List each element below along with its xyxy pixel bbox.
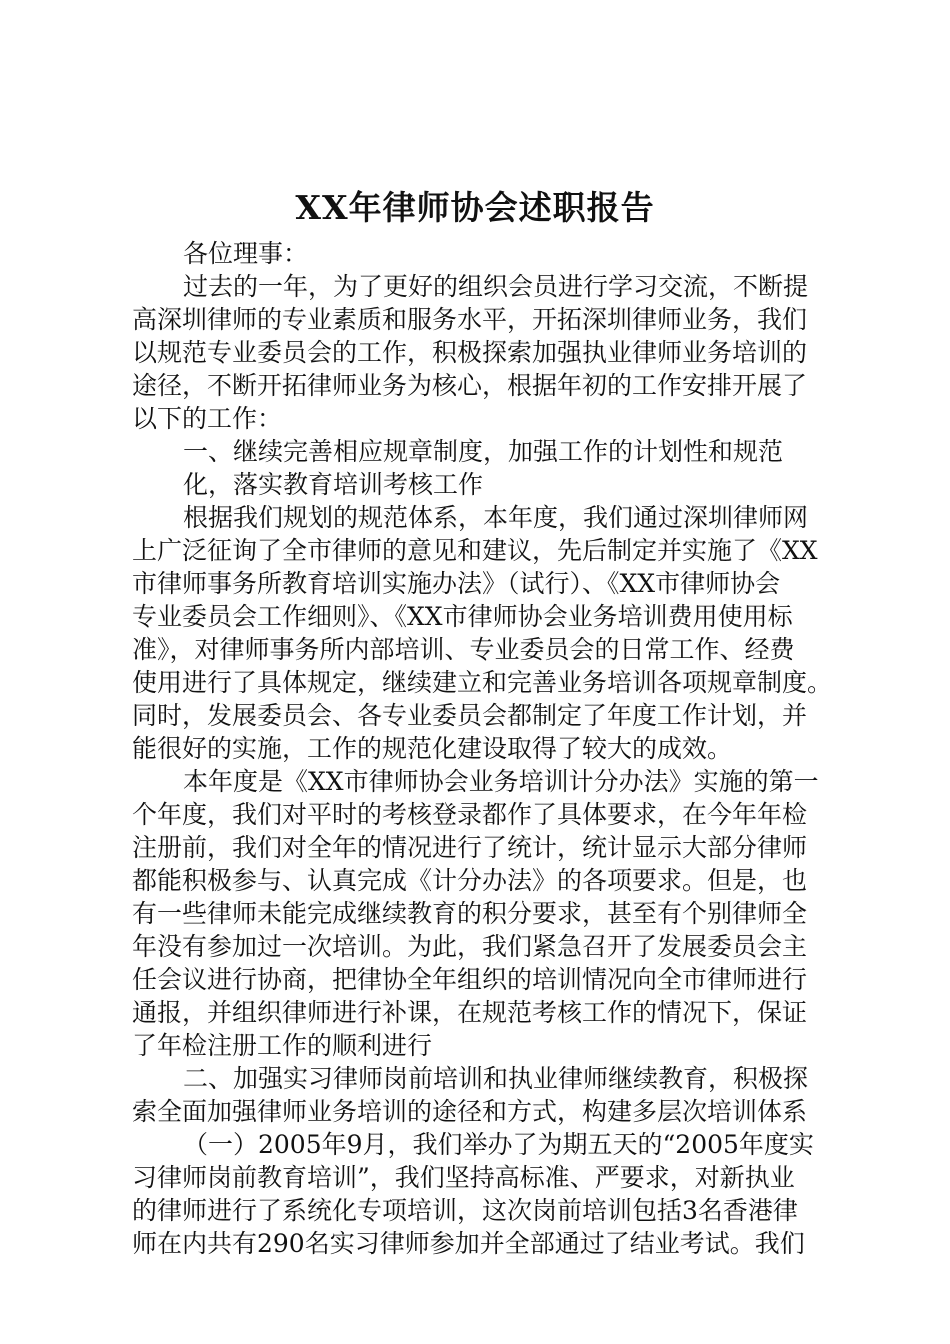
paragraph-line: 能很好的实施，工作的规范化建设取得了较大的成效。 (132, 734, 733, 763)
paragraph-line: 习律师岗前教育培训”，我们坚持高标准、严要求，对新执业 (132, 1163, 795, 1192)
paragraph-line: 使用进行了具体规定，继续建立和完善业务培训各项规章制度。 (132, 668, 833, 697)
paragraph-line: 个年度，我们对平时的考核登录都作了具体要求，在今年年检 (132, 800, 808, 829)
paragraph-line: 都能积极参与、认真完成《计分办法》的各项要求。但是，也 (132, 866, 808, 895)
paragraph-line: 年没有参加过一次培训。为此，我们紧急召开了发展委员会主 (132, 932, 808, 961)
salutation: 各位理事： (183, 239, 309, 268)
paragraph-line: 同时，发展委员会、各专业委员会都制定了年度工作计划，并 (132, 701, 808, 730)
paragraph-line: 通报，并组织律师进行补课，在规范考核工作的情况下，保证 (132, 998, 808, 1027)
paragraph-line: 师在内共有290名实习律师参加并全部通过了结业考试。我们 (132, 1229, 805, 1258)
paragraph-line: 根据我们规划的规范体系，本年度，我们通过深圳律师网 (183, 503, 809, 532)
section-heading-line: 化，落实教育培训考核工作 (183, 470, 484, 499)
paragraph-line: 任会议进行协商，把律协全年组织的培训情况向全市律师进行 (132, 965, 808, 994)
paragraph-line: 市律师事务所教育培训实施办法》（试行）、《XX市律师协会 (132, 569, 781, 598)
paragraph-line: 以下的工作： (132, 404, 283, 433)
paragraph-line: 有一些律师未能完成继续教育的积分要求，甚至有个别律师全 (132, 899, 808, 928)
paragraph-line: 的律师进行了系统化专项培训，这次岗前培训包括3名香港律 (132, 1196, 798, 1225)
paragraph-line: 注册前，我们对全年的情况进行了统计，统计显示大部分律师 (132, 833, 808, 862)
paragraph-line: 过去的一年，为了更好的组织会员进行学习交流，不断提 (183, 272, 809, 301)
paragraph-line: 本年度是《XX市律师协会业务培训计分办法》实施的第一 (183, 767, 819, 796)
section-heading-line: 一、继续完善相应规章制度，加强工作的计划性和规范 (183, 437, 784, 466)
paragraph-line: 上广泛征询了全市律师的意见和建议，先后制定并实施了《XX (132, 536, 818, 565)
section-heading-line: 索全面加强律师业务培训的途径和方式，构建多层次培训体系 (132, 1097, 808, 1126)
paragraph-line: 高深圳律师的专业素质和服务水平，开拓深圳律师业务，我们 (132, 305, 808, 334)
paragraph-line: （一）2005年9月，我们举办了为期五天的“2005年度实 (183, 1130, 814, 1159)
paragraph-line: 途径，不断开拓律师业务为核心，根据年初的工作安排开展了 (132, 371, 808, 400)
paragraph-line: 了年检注册工作的顺利进行 (132, 1031, 433, 1060)
paragraph-line: 准》，对律师事务所内部培训、专业委员会的日常工作、经费 (132, 635, 795, 664)
document-title: XX年律师协会述职报告 (295, 188, 655, 227)
paragraph-line: 专业委员会工作细则》、《XX市律师协会业务培训费用使用标 (132, 602, 793, 631)
paragraph-line: 以规范专业委员会的工作，积极探索加强执业律师业务培训的 (132, 338, 808, 367)
section-heading-line: 二、加强实习律师岗前培训和执业律师继续教育，积极探 (183, 1064, 809, 1093)
